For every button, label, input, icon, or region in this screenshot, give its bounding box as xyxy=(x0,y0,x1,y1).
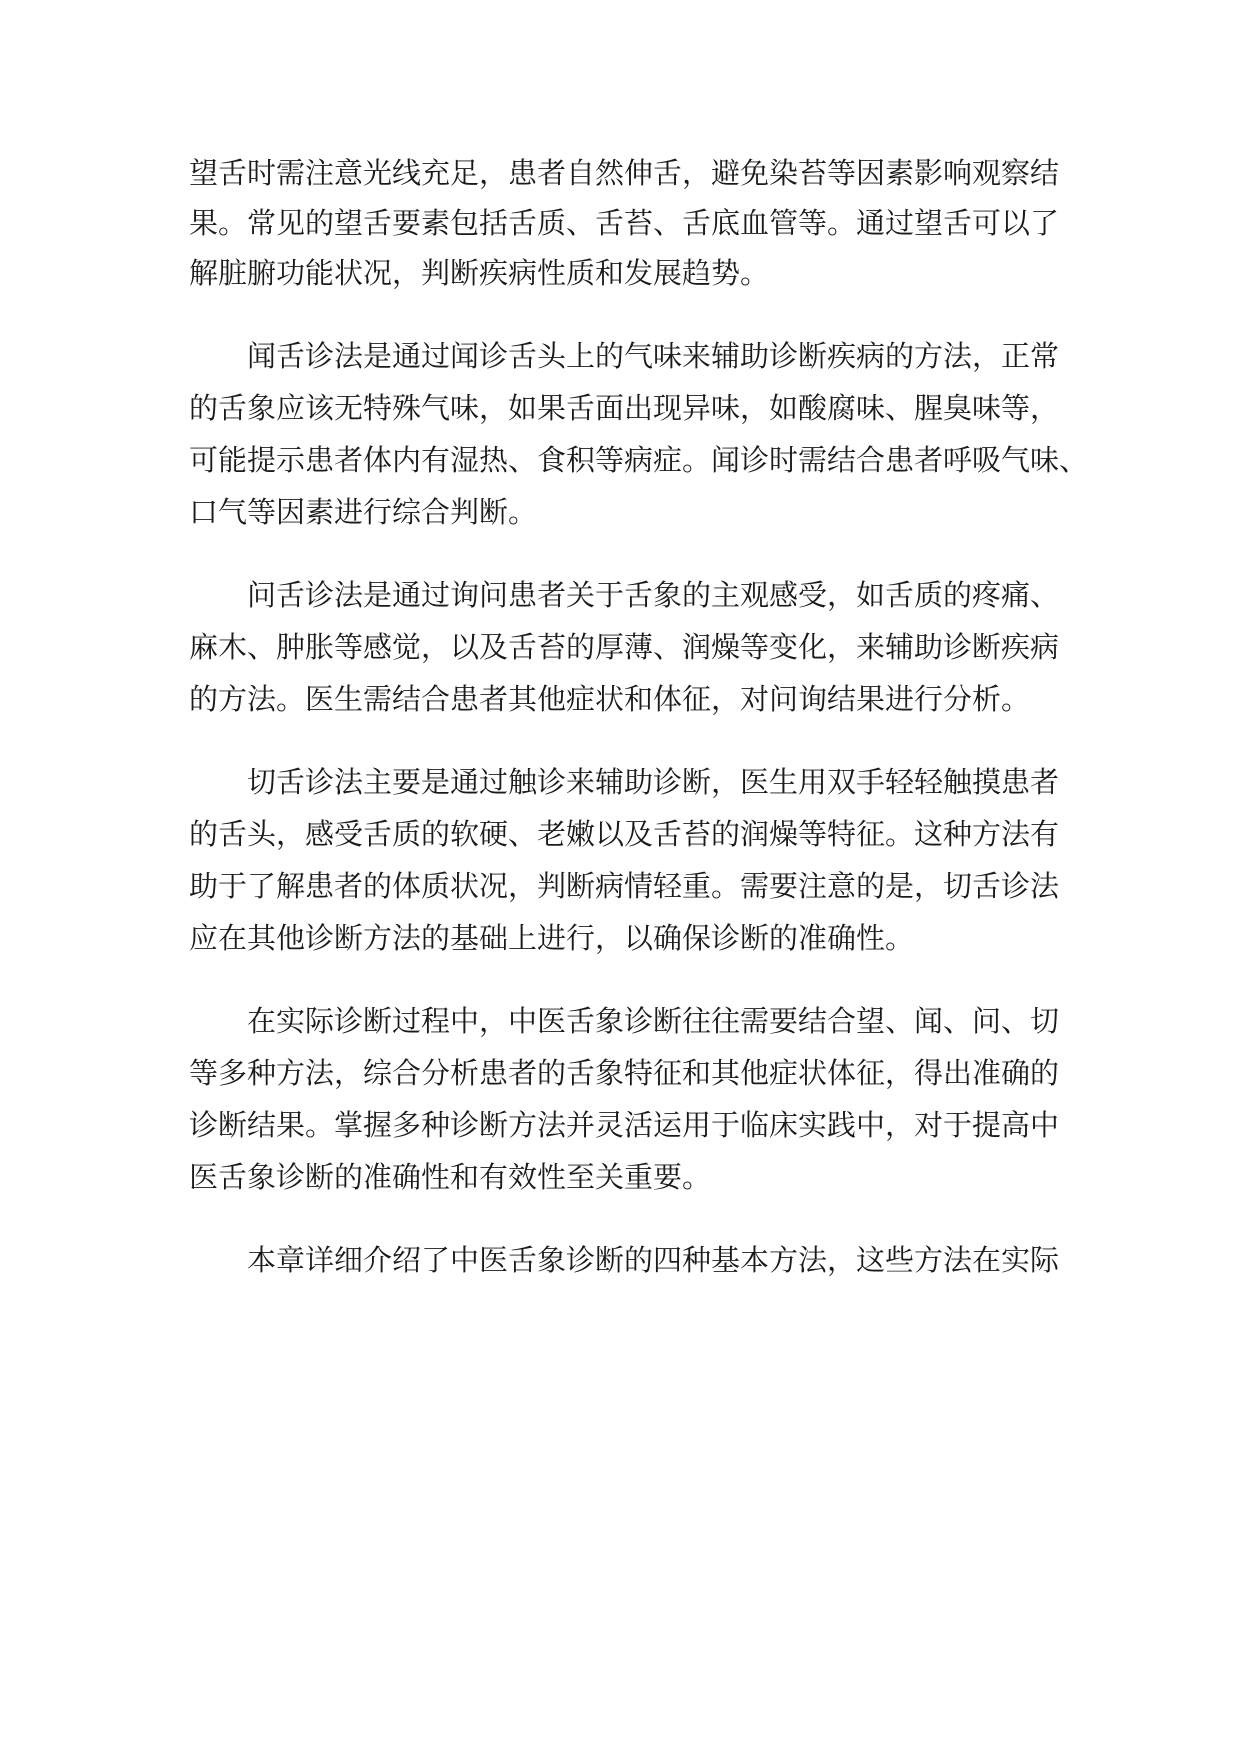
text-line: 的舌象应该无特殊气味，如果舌面出现异味，如酸腐味、腥臭味等， xyxy=(189,391,1060,425)
text-line: 助于了解患者的体质状况，判断病情轻重。需要注意的是，切舌诊法 xyxy=(189,869,1060,903)
text-line: 口气等因素进行综合判断。 xyxy=(189,495,538,529)
text-line: 解脏腑功能状况，判断疾病性质和发展趋势。 xyxy=(189,256,770,290)
paragraph-start-line: 本章详细介绍了中医舌象诊断的四种基本方法，这些方法在实际 xyxy=(247,1243,1060,1277)
paragraph-start-line: 在实际诊断过程中，中医舌象诊断往往需要结合望、闻、问、切 xyxy=(247,1004,1060,1038)
text-line: 的方法。医生需结合患者其他症状和体征，对问询结果进行分析。 xyxy=(189,682,1031,716)
paragraph-start-line: 问舌诊法是通过询问患者关于舌象的主观感受，如舌质的疼痛、 xyxy=(247,578,1060,612)
text-line: 麻木、肿胀等感觉，以及舌苔的厚薄、润燥等变化，来辅助诊断疾病 xyxy=(189,630,1060,664)
text-line: 等多种方法，综合分析患者的舌象特征和其他症状体征，得出准确的 xyxy=(189,1056,1060,1090)
paragraph-start-line: 切舌诊法主要是通过触诊来辅助诊断，医生用双手轻轻触摸患者 xyxy=(247,765,1060,799)
text-line: 望舌时需注意光线充足，患者自然伸舌，避免染苔等因素影响观察结 xyxy=(189,156,1060,190)
paragraph-start-line: 闻舌诊法是通过闻诊舌头上的气味来辅助诊断疾病的方法，正常 xyxy=(247,339,1060,373)
text-line: 医舌象诊断的准确性和有效性至关重要。 xyxy=(189,1160,712,1194)
text-line: 可能提示患者体内有湿热、食积等病症。闻诊时需结合患者呼吸气味、 xyxy=(189,443,1089,477)
text-line: 果。常见的望舌要素包括舌质、舌苔、舌底血管等。通过望舌可以了 xyxy=(189,206,1060,240)
text-line: 应在其他诊断方法的基础上进行，以确保诊断的准确性。 xyxy=(189,921,915,955)
text-line: 诊断结果。掌握多种诊断方法并灵活运用于临床实践中，对于提高中 xyxy=(189,1108,1060,1142)
text-line: 的舌头，感受舌质的软硬、老嫩以及舌苔的润燥等特征。这种方法有 xyxy=(189,817,1060,851)
